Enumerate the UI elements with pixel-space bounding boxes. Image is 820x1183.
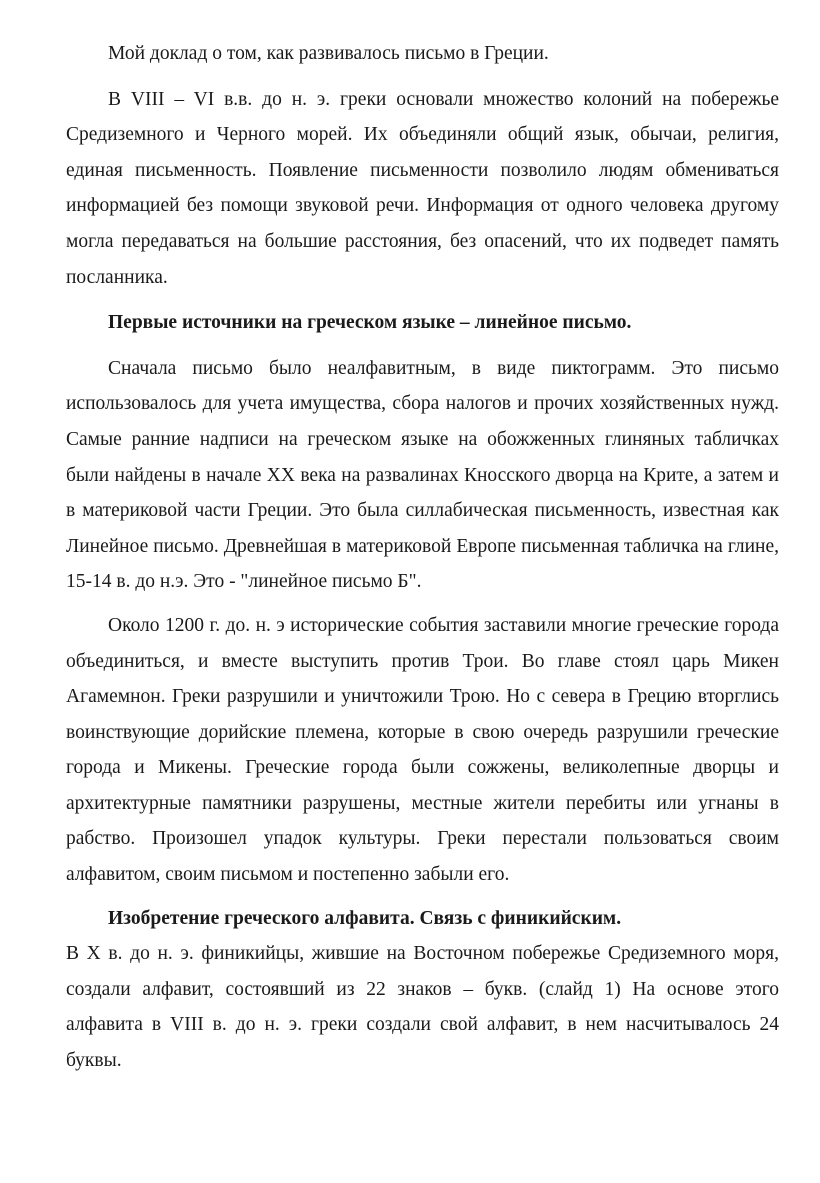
alphabet-heading: Изобретение греческого алфавита. Связь с финикийским. (108, 907, 622, 929)
linear-script-paragraph: Сначала письмо было неалфавитным, в виде пиктограмм. Это письмо использовалось для учета имущества, сбора налогов и прочих хозяйственных нужд. Самые ранние надписи на греческом языке на обожженных глиняных табличках были найдены в начале XX века на развалинах Кносского дворца на Крите, а затем и в материковой части Греции. Это была силлабическая письменность, известная как Линейное письмо. Древнейшая в материковой Европе письменная табличка на глине, 15-14 в. до н.э. Это - "линейное письмо Б". (66, 357, 779, 593)
linear-script-heading: Первые источники на греческом языке – линейное письмо. (108, 312, 632, 334)
phoenician-paragraph: В X в. до н. э. финикийцы, жившие на Восточном побережье Средиземного моря, создали алфавит, состоявший из 22 знаков – букв. (слайд 1) На основе этого алфавита в VIII в. до н. э. греки создали свой алфавит, в нем насчитывалось 24 буквы. (66, 943, 779, 1072)
intro-paragraph: Мой доклад о том, как развивалось письмо в Греции. (108, 43, 549, 64)
troy-paragraph: Около 1200 г. до. н. э исторические события заставили многие греческие города объединиться, и вместе выступить против Трои. Во главе стоял царь Микен Агамемнон. Греки разрушили и уничтожили Трою. Но с севера в Грецию вторглись воинствующие дорийские племена, которые в свою очередь разрушили греческие города и Микены. Греческие города были сожжены, великолепные дворцы и архитектурные памятники разрушены, местные жители перебиты или угнаны в рабство. Произошел упадок культуры. Греки перестали пользоваться своим алфавитом, своим письмом и постепенно забыли его. (66, 614, 779, 886)
document-page (66, 36, 779, 1079)
colonies-paragraph: В VIII – VI в.в. до н. э. греки основали множество колоний на побережье Средиземного и Черного морей. Их объединяли общий язык, обычаи, религия, единая письменность. Появление письменности позволило людям обмениваться информацией без помощи звуковой речи. Информация от одного человека другому могла передаваться на большие расстояния, без опасений, что их подведет память посланника. (66, 88, 779, 288)
